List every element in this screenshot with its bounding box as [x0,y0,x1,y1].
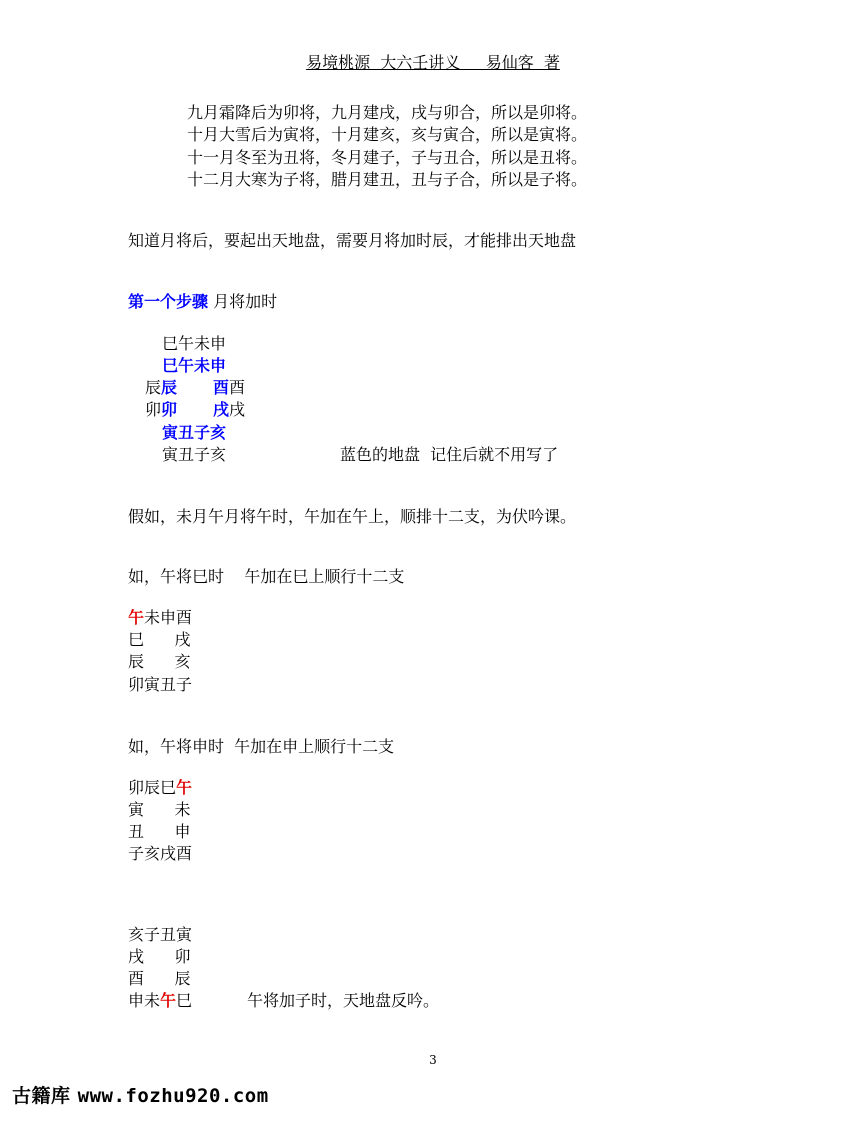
cell: 巳 [176,991,193,1010]
diagram-row [145,400,177,420]
diagram-row-blue: 寅丑子亥 [162,423,227,442]
intro-line: 十一月冬至为丑将，冬月建子，子与丑合，所以是丑将。 [187,148,588,167]
cell-blue: 辰 [161,378,178,397]
example-row [128,991,192,1011]
diagram-row: 寅丑子亥 [162,445,227,464]
highlight-cell: 午 [160,991,177,1010]
diagram-row [145,378,177,398]
example-row [128,608,192,628]
page-number: 3 [429,1053,437,1067]
diagram-row: 巳午未申 [162,334,227,353]
footer-brand: 古籍库 [12,1085,71,1107]
page-header [0,53,866,73]
cell: 未申酉 [144,608,193,627]
cell: 卯 [145,400,162,419]
diagram-row [213,400,245,420]
step-label: 第一个步骤 [128,292,209,311]
header-text: 易境桃源 大六壬讲义 易仙客 著 [306,53,560,72]
example-row: 酉 辰 [128,969,191,988]
cell-blue: 卯 [161,400,178,419]
diagram-note: 蓝色的地盘 记住后就不用写了 [340,445,559,464]
cell: 辰 [145,378,162,397]
example-row: 子亥戌酉 [128,844,193,863]
example-row [128,778,192,798]
example-title: 如，午将申时 午加在申上顺行十二支 [128,737,395,756]
paragraph: 假如，未月午月将午时，午加在午上，顺排十二支，为伏吟课。 [128,507,577,526]
cell: 酉 [229,378,246,397]
cell-blue: 戌 [213,400,230,419]
footer-url: www.fozhu920.com [77,1085,269,1107]
example-row: 寅 未 [128,800,191,819]
example-row: 辰 亥 [128,652,191,671]
example-row: 戌 卯 [128,947,191,966]
diagram-row [213,378,245,398]
cell: 卯辰巳 [128,778,177,797]
example-row: 卯寅丑子 [128,675,193,694]
example-row: 亥子丑寅 [128,925,193,944]
example-row: 丑 申 [128,822,191,841]
highlight-cell: 午 [128,608,145,627]
intro-line: 十月大雪后为寅将，十月建亥，亥与寅合，所以是寅将。 [187,125,588,144]
footer-watermark [12,1086,269,1106]
step-text: 月将加时 [208,292,278,311]
diagram-row-blue: 巳午未申 [162,356,227,375]
step-heading [128,292,277,312]
cell: 戌 [229,400,246,419]
highlight-cell: 午 [176,778,193,797]
intro-line: 九月霜降后为卯将，九月建戌，戌与卯合，所以是卯将。 [187,103,588,122]
example-note: 午将加子时，天地盘反吟。 [247,991,440,1010]
cell: 申未 [128,991,161,1010]
cell-blue: 酉 [213,378,230,397]
intro-line: 十二月大寒为子将，腊月建丑，丑与子合，所以是子将。 [187,170,588,189]
paragraph: 知道月将后，要起出天地盘，需要月将加时辰，才能排出天地盘 [128,231,577,250]
example-title: 如，午将巳时 午加在巳上顺行十二支 [128,567,405,586]
example-row: 巳 戌 [128,630,191,649]
